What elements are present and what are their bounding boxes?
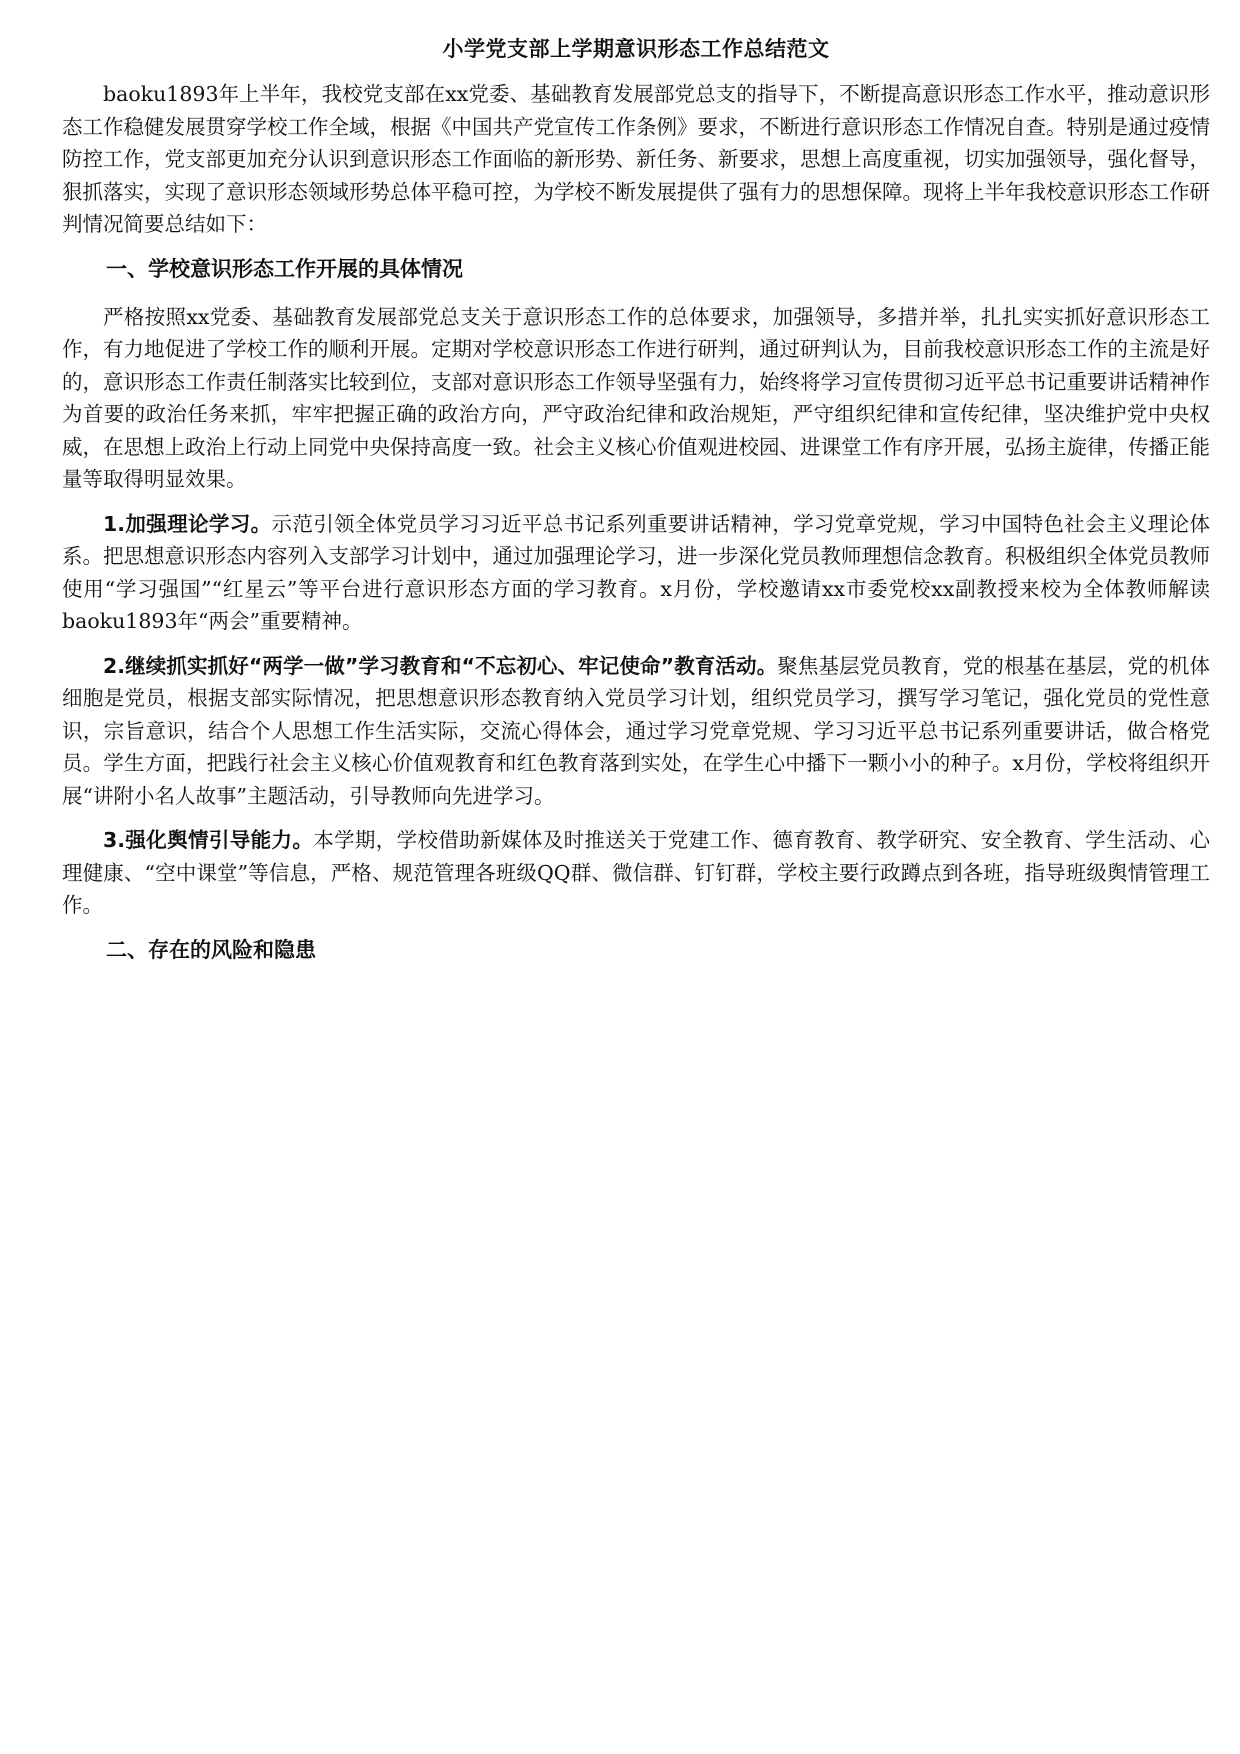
section-heading-2: 二、存在的风险和隐患	[106, 937, 316, 962]
list-item-theory-study	[62, 508, 1210, 638]
item-lead: 1.加强理论学习。	[103, 511, 272, 536]
list-item-public-opinion	[62, 824, 1210, 922]
intro-paragraph: baoku1893年上半年，我校党支部在xx党委、基础教育发展部党总支的指导下，不断提高意识形态工作水平，推动意识形态工作稳健发展贯穿学校工作全域，根据《中国共产党宣传工作条例》要求，不断进行意识形态工作情况自查。特别是通过疫情防控工作，党支部更加充分认识到意识形态工作面临的新形势、新任务、新要求，思想上高度重视，切实加强领导，强化督导，狠抓落实，实现了意识形态领域形势总体平稳可控，为学校不断发展提供了强有力的思想保障。现将上半年我校意识形态工作研判情况简要总结如下：	[62, 82, 1210, 236]
list-item-education-activities	[62, 650, 1210, 813]
item-lead: 3.强化舆情引导能力。	[103, 828, 314, 852]
section-heading-1: 一、学校意识形态工作开展的具体情况	[106, 256, 463, 281]
item-text: 本学期，学校借助新媒体及时推送关于党建工作、德育教育、教学研究、安全教育、学生活动、心理健康、“空中课堂”等信息，严格、规范管理各班级QQ群、微信群、钉钉群，学校主要行政蹲点到各班，指导班级舆情管理工作。	[62, 828, 1210, 917]
section-1-overview-paragraph: 严格按照xx党委、基础教育发展部党总支关于意识形态工作的总体要求，加强领导，多措并举，扎扎实实抓好意识形态工作，有力地促进了学校工作的顺利开展。定期对学校意识形态工作进行研判，通过研判认为，目前我校意识形态工作的主流是好的，意识形态工作责任制落实比较到位，支部对意识形态工作领导坚强有力，始终将学习宣传贯彻习近平总书记重要讲话精神作为首要的政治任务来抓，牢牢把握正确的政治方向，严守政治纪律和政治规矩，严守组织纪律和宣传纪律，坚决维护党中央权威，在思想上政治上行动上同党中央保持高度一致。社会主义核心价值观进校园、进课堂工作有序开展，弘扬主旋律，传播正能量等取得明显效果。	[62, 304, 1210, 491]
document-page	[62, 34, 1210, 982]
item-text: 示范引领全体党员学习习近平总书记系列重要讲话精神，学习党章党规，学习中国特色社会主义理论体系。把思想意识形态内容列入支部学习计划中，通过加强理论学习，进一步深化党员教师理想信念教育。积极组织全体党员教师使用“学习强国”“红星云”等平台进行意识形态方面的学习教育。x月份，学校邀请xx市委党校xx副教授来校为全体教师解读baoku1893年“两会”重要精神。	[62, 511, 1210, 633]
item-lead: 2.继续抓实抓好“两学一做”学习教育和“不忘初心、牢记使命”教育活动。	[103, 653, 778, 678]
item-text: 聚焦基层党员教育，党的根基在基层，党的机体细胞是党员，根据支部实际情况，把思想意识形态教育纳入党员学习计划，组织党员学习，撰写学习笔记，强化党员的党性意识，宗旨意识，结合个人思想工作生活实际，交流心得体会，通过学习党章党规、学习习近平总书记系列重要讲话，做合格党员。学生方面，把践行社会主义核心价值观教育和红色教育落到实处，在学生心中播下一颗小小的种子。x月份，学校将组织开展“讲附小名人故事”主题活动，引导教师向先进学习。	[62, 653, 1210, 808]
document-title: 小学党支部上学期意识形态工作总结范文	[442, 37, 830, 61]
